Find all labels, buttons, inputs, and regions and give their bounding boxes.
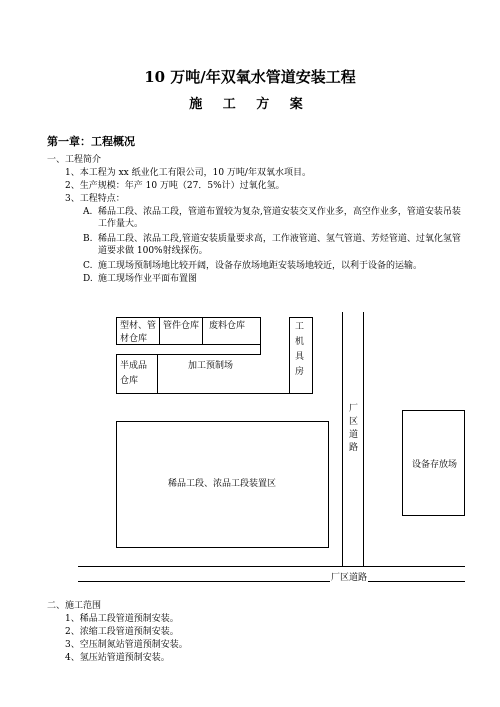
document-title: 10 万吨/年双氧水管道安装工程 <box>144 68 356 86</box>
prefab-border <box>116 393 290 394</box>
waste-store-label: 废料仓库 <box>209 321 246 331</box>
fitting-store-label: 管件仓库 <box>163 321 200 331</box>
list-item: 1、稀品工段管道预制安装。 <box>65 614 179 624</box>
road-edge-left <box>342 312 343 566</box>
document-subtitle: 施 工 方 案 <box>189 97 311 112</box>
material-store-label: 型材、管材仓库 <box>120 321 157 344</box>
road-edge-top <box>78 566 465 567</box>
prefab-border <box>260 317 261 355</box>
prefab-border <box>158 354 261 355</box>
feature-marker: A. <box>83 207 93 217</box>
section-heading: 二、施工范围 <box>47 601 102 611</box>
list-item: 3、空压制氮站管道预制安装。 <box>65 640 188 650</box>
list-item: 4、氢压站管道预制安装。 <box>65 653 170 663</box>
equipment-yard-label: 设备存放场 <box>412 460 458 470</box>
semi-store-label: 半成品仓库 <box>120 361 148 386</box>
list-item: 3、工程特点： <box>65 194 125 204</box>
feature-text: 稀品工段、浓品工段，管道布置较为复杂,管道安装交叉作业多，高空作业多，管道安装吊装工作量大。 <box>98 207 461 229</box>
road-edge-bottom <box>78 581 465 582</box>
chapter-heading: 第一章：工程概况 <box>47 135 135 148</box>
list-item: 1、本工程为 xx 纸业化工有限公司，10 万吨/年双氧水项目。 <box>65 168 311 178</box>
feature-text: 施工现场作业平面布置图 <box>98 274 198 284</box>
feature-text: 施工现场预制场地比较开阔，设备存放场地距安装场地较近，以利于设备的运输。 <box>98 261 423 271</box>
plant-road-horizontal-label: 厂区道路 <box>331 573 368 583</box>
feature-marker: C. <box>83 261 93 271</box>
tool-room-label: 工机具房 <box>295 322 305 377</box>
list-item: 2、生产规模：年产 10 万吨（27．5%计）过氧化氢。 <box>65 181 285 191</box>
section-heading: 一、工程简介 <box>47 155 102 165</box>
install-area-label: 稀品工段、浓品工段装置区 <box>168 479 277 489</box>
feature-text: 稀品工段、浓品工段,管道安装质量要求高，工作液管道、氢气管道、芳烃管道、过氧化氢管道要求做 100%射线探伤。 <box>98 234 461 256</box>
plant-road-vertical-label: 厂区道路 <box>349 404 359 453</box>
prefab-area-label: 加工预制场 <box>188 361 234 371</box>
road-edge-right <box>363 312 364 566</box>
list-item: 2、浓缩工段管道预制安装。 <box>65 627 179 637</box>
feature-marker: D. <box>83 274 93 284</box>
feature-marker: B. <box>83 234 93 244</box>
